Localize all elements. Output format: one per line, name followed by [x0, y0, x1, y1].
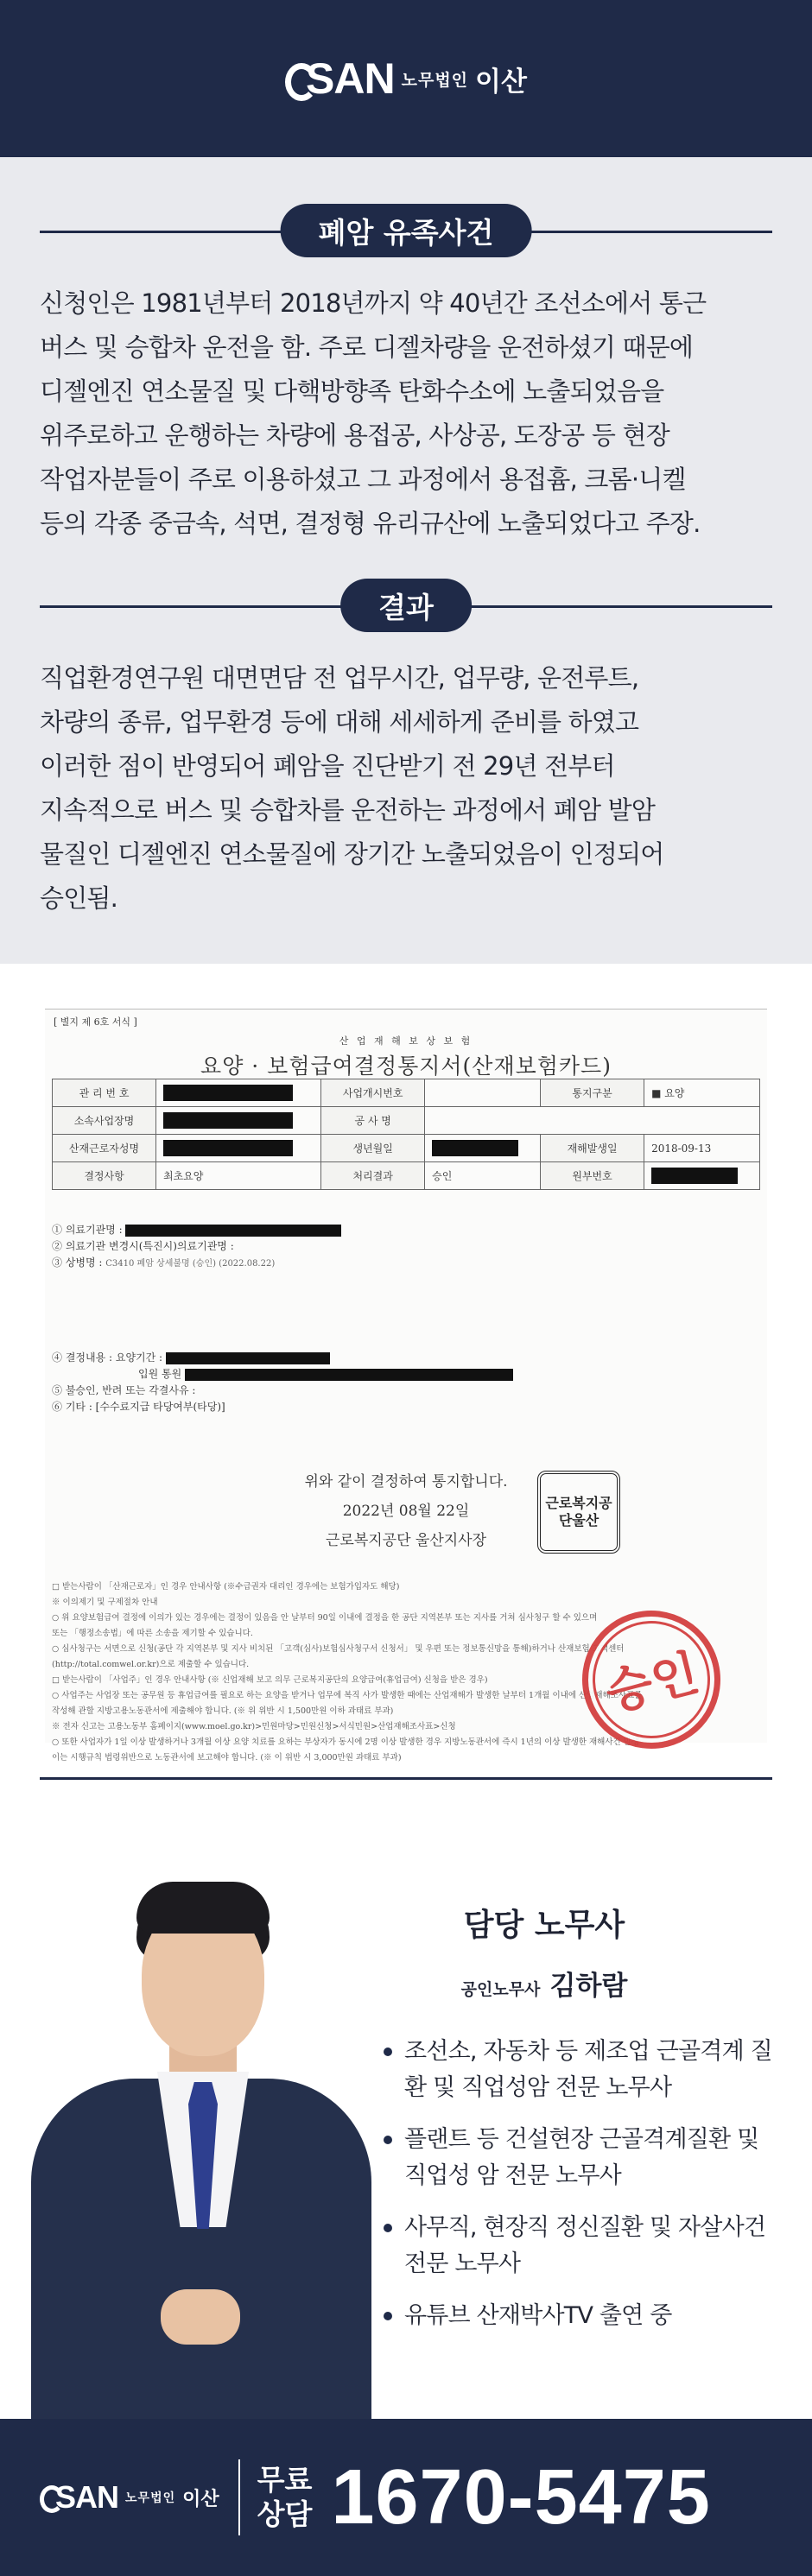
decision-notice-document [45, 1009, 767, 1763]
table-cell [425, 1107, 760, 1135]
notice-line: 위와 같이 결정하여 통지합니다. [304, 1473, 508, 1491]
cta-line: 상담 [257, 2497, 313, 2531]
table-label: 통지구분 [541, 1079, 644, 1107]
form-notice [45, 1467, 767, 1555]
redaction-bar [163, 1140, 293, 1156]
table-cell [156, 1135, 321, 1162]
result-line: 차량의 종류, 업무환경 등에 대해 세세하게 준비를 하였고 [40, 707, 639, 737]
attorney-profile [0, 1780, 812, 2419]
table-label: 생년월일 [321, 1135, 425, 1162]
fine-line: 작성해 관할 지방고용노동관서에 제출해야 합니다. (※ 위 위반 시 1,500만원 이하 과태료 부과) [52, 1706, 394, 1716]
redaction-bar [651, 1168, 738, 1184]
fine-line: ○ 또한 사업자가 1일 이상 발생하거나 3개월 이상 요양 치료를 요하는 부상자가 동시에 2명 이상 발생한 경우 지방노동관서에 즉시 1년의 이상 발생한 재해사건 발생 [52, 1737, 640, 1747]
result-line: 이러한 점이 반영되어 폐암을 진단받기 전 29년 전부터 [40, 751, 615, 781]
result-line: 직업환경연구원 대면면담 전 업무시간, 업무량, 운전루트, [40, 663, 639, 693]
decision-notice-image [0, 964, 812, 1777]
table-row [53, 1135, 760, 1162]
redaction-bar [432, 1140, 518, 1156]
attorney-role: 담당 노무사 [463, 1908, 625, 1943]
form-line: ① 의료기관명 : [52, 1222, 513, 1238]
form-line: ③ 상병명 : C3410 폐암 상세불명 (승인) (2022.08.22) [52, 1256, 276, 1269]
attorney-photo [31, 1875, 371, 2419]
form-table [52, 1079, 760, 1190]
hands [161, 2289, 240, 2345]
logo-mark: SAN [40, 2479, 118, 2516]
phone-number-link[interactable]: 1670-5475 [331, 2453, 711, 2541]
section-title-case: 폐암 유족사건 [281, 204, 532, 257]
redaction-bar [163, 1112, 293, 1129]
fine-line: ○ 사업주는 사업장 또는 공무원 등 휴업급여를 필요로 하는 요양을 받거나 업무에 복직 사가 발생한 때에는 산업재해가 발생한 날부터 1개월 이내에 산업재해조사표를 [52, 1691, 643, 1700]
fine-line: ○ 심사청구는 서면으로 신청(공단 각 지역본부 및 지사 비치된 「고객(심사)보험심사청구서 신청서」 및 우편 또는 정보통신망을 통해)하거나 산재보험 고객센터 [52, 1644, 625, 1654]
list-item: 조선소, 자동차 등 제조업 근골격계 질환 및 직업성암 전문 노무사 [380, 2034, 786, 2106]
form-line: ④ 결정내용 : 요양기간 : [52, 1350, 513, 1366]
redaction-bar [163, 1085, 293, 1101]
table-label: 소속사업장명 [53, 1107, 156, 1135]
form-line: ② 의료기관 변경시(특진시)의료기관명 : [52, 1240, 234, 1252]
case-description [0, 259, 812, 546]
attorney-info [380, 1901, 786, 2350]
table-row [53, 1079, 760, 1107]
form-number: [ 별지 제 6호 서식 ] [54, 1016, 137, 1028]
list-item: 사무직, 현장직 정신질환 및 자살사건 전문 노무사 [380, 2210, 786, 2282]
case-line: 신청인은 1981년부터 2018년까지 약 40년간 조선소에서 통근 [40, 288, 707, 318]
table-cell [156, 1107, 321, 1135]
table-label: 사업개시번호 [321, 1079, 425, 1107]
logo-big-text: 이산 [475, 66, 527, 98]
fine-line: (http://total.comwel.or.kr)으로 제출할 수 있습니다. [52, 1660, 250, 1669]
footer-separator [238, 2459, 240, 2535]
footer-logo[interactable] [40, 2479, 219, 2516]
form-body [52, 1222, 513, 1415]
list-item: 유튜브 산재박사TV 출연 중 [380, 2298, 786, 2334]
result-line: 물질인 디젤엔진 연소물질에 장기간 노출되었음이 인정되어 [40, 839, 664, 869]
logo-small-text: 노무법인 [125, 2491, 176, 2505]
result-line: 지속적으로 버스 및 승합차를 운전하는 과정에서 폐암 발암 [40, 795, 656, 825]
attorney-specialties [380, 2034, 786, 2334]
form-line: 입원 통원 [52, 1366, 513, 1383]
table-label: 처리결과 [321, 1162, 425, 1190]
redaction-bar [185, 1369, 513, 1381]
redaction-bar [125, 1225, 341, 1237]
case-line: 위주로하고 운행하는 차량에 용접공, 사상공, 도장공 등 현장 [40, 421, 669, 450]
case-line: 등의 각종 중금속, 석면, 결정형 유리규산에 노출되었다고 주장. [40, 509, 701, 538]
attorney-title: 공인노무사 [460, 1980, 541, 1999]
table-cell [425, 1135, 541, 1162]
fine-line: ※ 이의제기 및 구제절차 안내 [52, 1598, 158, 1607]
section-heading-case [40, 204, 772, 259]
fine-line: ○ 위 요양보험급여 결정에 이의가 있는 경우에는 결정이 있음을 안 날부터 90일 이내에 결정을 한 공단 지역본부 또는 지사를 거쳐 심사청구 할 수 있으며 [52, 1613, 598, 1623]
attorney-name-line [380, 1964, 708, 2003]
result-line: 승인됨. [40, 883, 118, 913]
form-title: 요양 · 보험급여결정통지서(산재보험카드) [200, 1054, 612, 1079]
notice-issuer: 근로복지공단 울산지사장 [325, 1532, 487, 1549]
fine-line: 또는 「행정소송법」에 따른 소송을 제기할 수 있습니다. [52, 1629, 253, 1638]
case-line: 디젤엔진 연소물질 및 다핵방향족 탄화수소에 노출되었음을 [40, 377, 664, 406]
table-cell [425, 1079, 541, 1107]
logo-big-text: 이산 [182, 2488, 219, 2510]
table-row [53, 1107, 760, 1135]
result-description [0, 634, 812, 921]
contact-footer [0, 2419, 812, 2576]
section-title-result: 결과 [340, 579, 472, 632]
table-cell [644, 1162, 760, 1190]
fine-line: ※ 전자 신고는 고용노동부 홈페이지(www.moel.go.kr)>민원마당>민원신청>서식민원>산업재해조사표>신청 [52, 1722, 456, 1731]
notice-date: 2022년 08월 22일 [342, 1503, 470, 1520]
section-heading-result [40, 579, 772, 634]
redaction-bar [166, 1352, 330, 1364]
table-cell: 2018-09-13 [644, 1135, 760, 1162]
table-cell [156, 1079, 321, 1107]
fine-line: 이는 시행규칙 법령위반으로 노동관서에 보고해야 합니다. (※ 이 위반 시 3,000만원 과태료 부과) [52, 1753, 402, 1763]
table-cell: 승인 [425, 1162, 541, 1190]
free-consult-label [257, 2463, 313, 2532]
table-label: 재해발생일 [541, 1135, 644, 1162]
table-label: 결정사항 [53, 1162, 156, 1190]
table-cell: ■ 요양 [644, 1079, 760, 1107]
form-line: ⑤ 불승인, 반려 또는 각결사유 : [52, 1384, 196, 1396]
case-summary-section [0, 157, 812, 964]
table-label: 산재근로자성명 [53, 1135, 156, 1162]
case-line: 버스 및 승합차 운전을 함. 주로 디젤차량을 운전하셨기 때문에 [40, 332, 694, 362]
approval-stamp: 승인 [568, 1596, 735, 1763]
list-item: 플랜트 등 건설현장 근골격계질환 및 직업성 암 전문 노무사 [380, 2122, 786, 2194]
table-label: 관 리 번 호 [53, 1079, 156, 1107]
official-seal: 근로복지공단울산 [537, 1471, 620, 1554]
brand-logo[interactable] [285, 54, 527, 104]
table-label: 공 사 명 [321, 1107, 425, 1135]
case-line: 작업자분들이 주로 이용하셨고 그 과정에서 용접흄, 크롬·니켈 [40, 465, 686, 494]
form-line: ⑥ 기타 : [수수료지급 타당여부(타당)] [52, 1401, 225, 1413]
logo-mark: SAN [285, 54, 395, 104]
table-label: 원부번호 [541, 1162, 644, 1190]
form-subtitle: 산 업 재 해 보 상 보 험 [339, 1035, 473, 1047]
attorney-name: 김하람 [549, 1971, 628, 2002]
fine-line: □ 받는사람이 「사업주」인 경우 안내사항 (※ 신업재해 보고 의무 근로복지공단의 요양급여(휴업급여) 신청을 받은 경우) [52, 1675, 488, 1685]
hair-top [136, 1882, 270, 1934]
cta-line: 무료 [257, 2463, 313, 2497]
table-row [53, 1162, 760, 1190]
top-banner [0, 0, 812, 157]
fine-line: □ 받는사람이 「산재근로자」인 경우 안내사항 (※수급권자 대리인 경우에는 보험가입자도 해당) [52, 1582, 400, 1592]
table-cell: 최초요양 [156, 1162, 321, 1190]
logo-small-text: 노무법인 [401, 70, 469, 90]
